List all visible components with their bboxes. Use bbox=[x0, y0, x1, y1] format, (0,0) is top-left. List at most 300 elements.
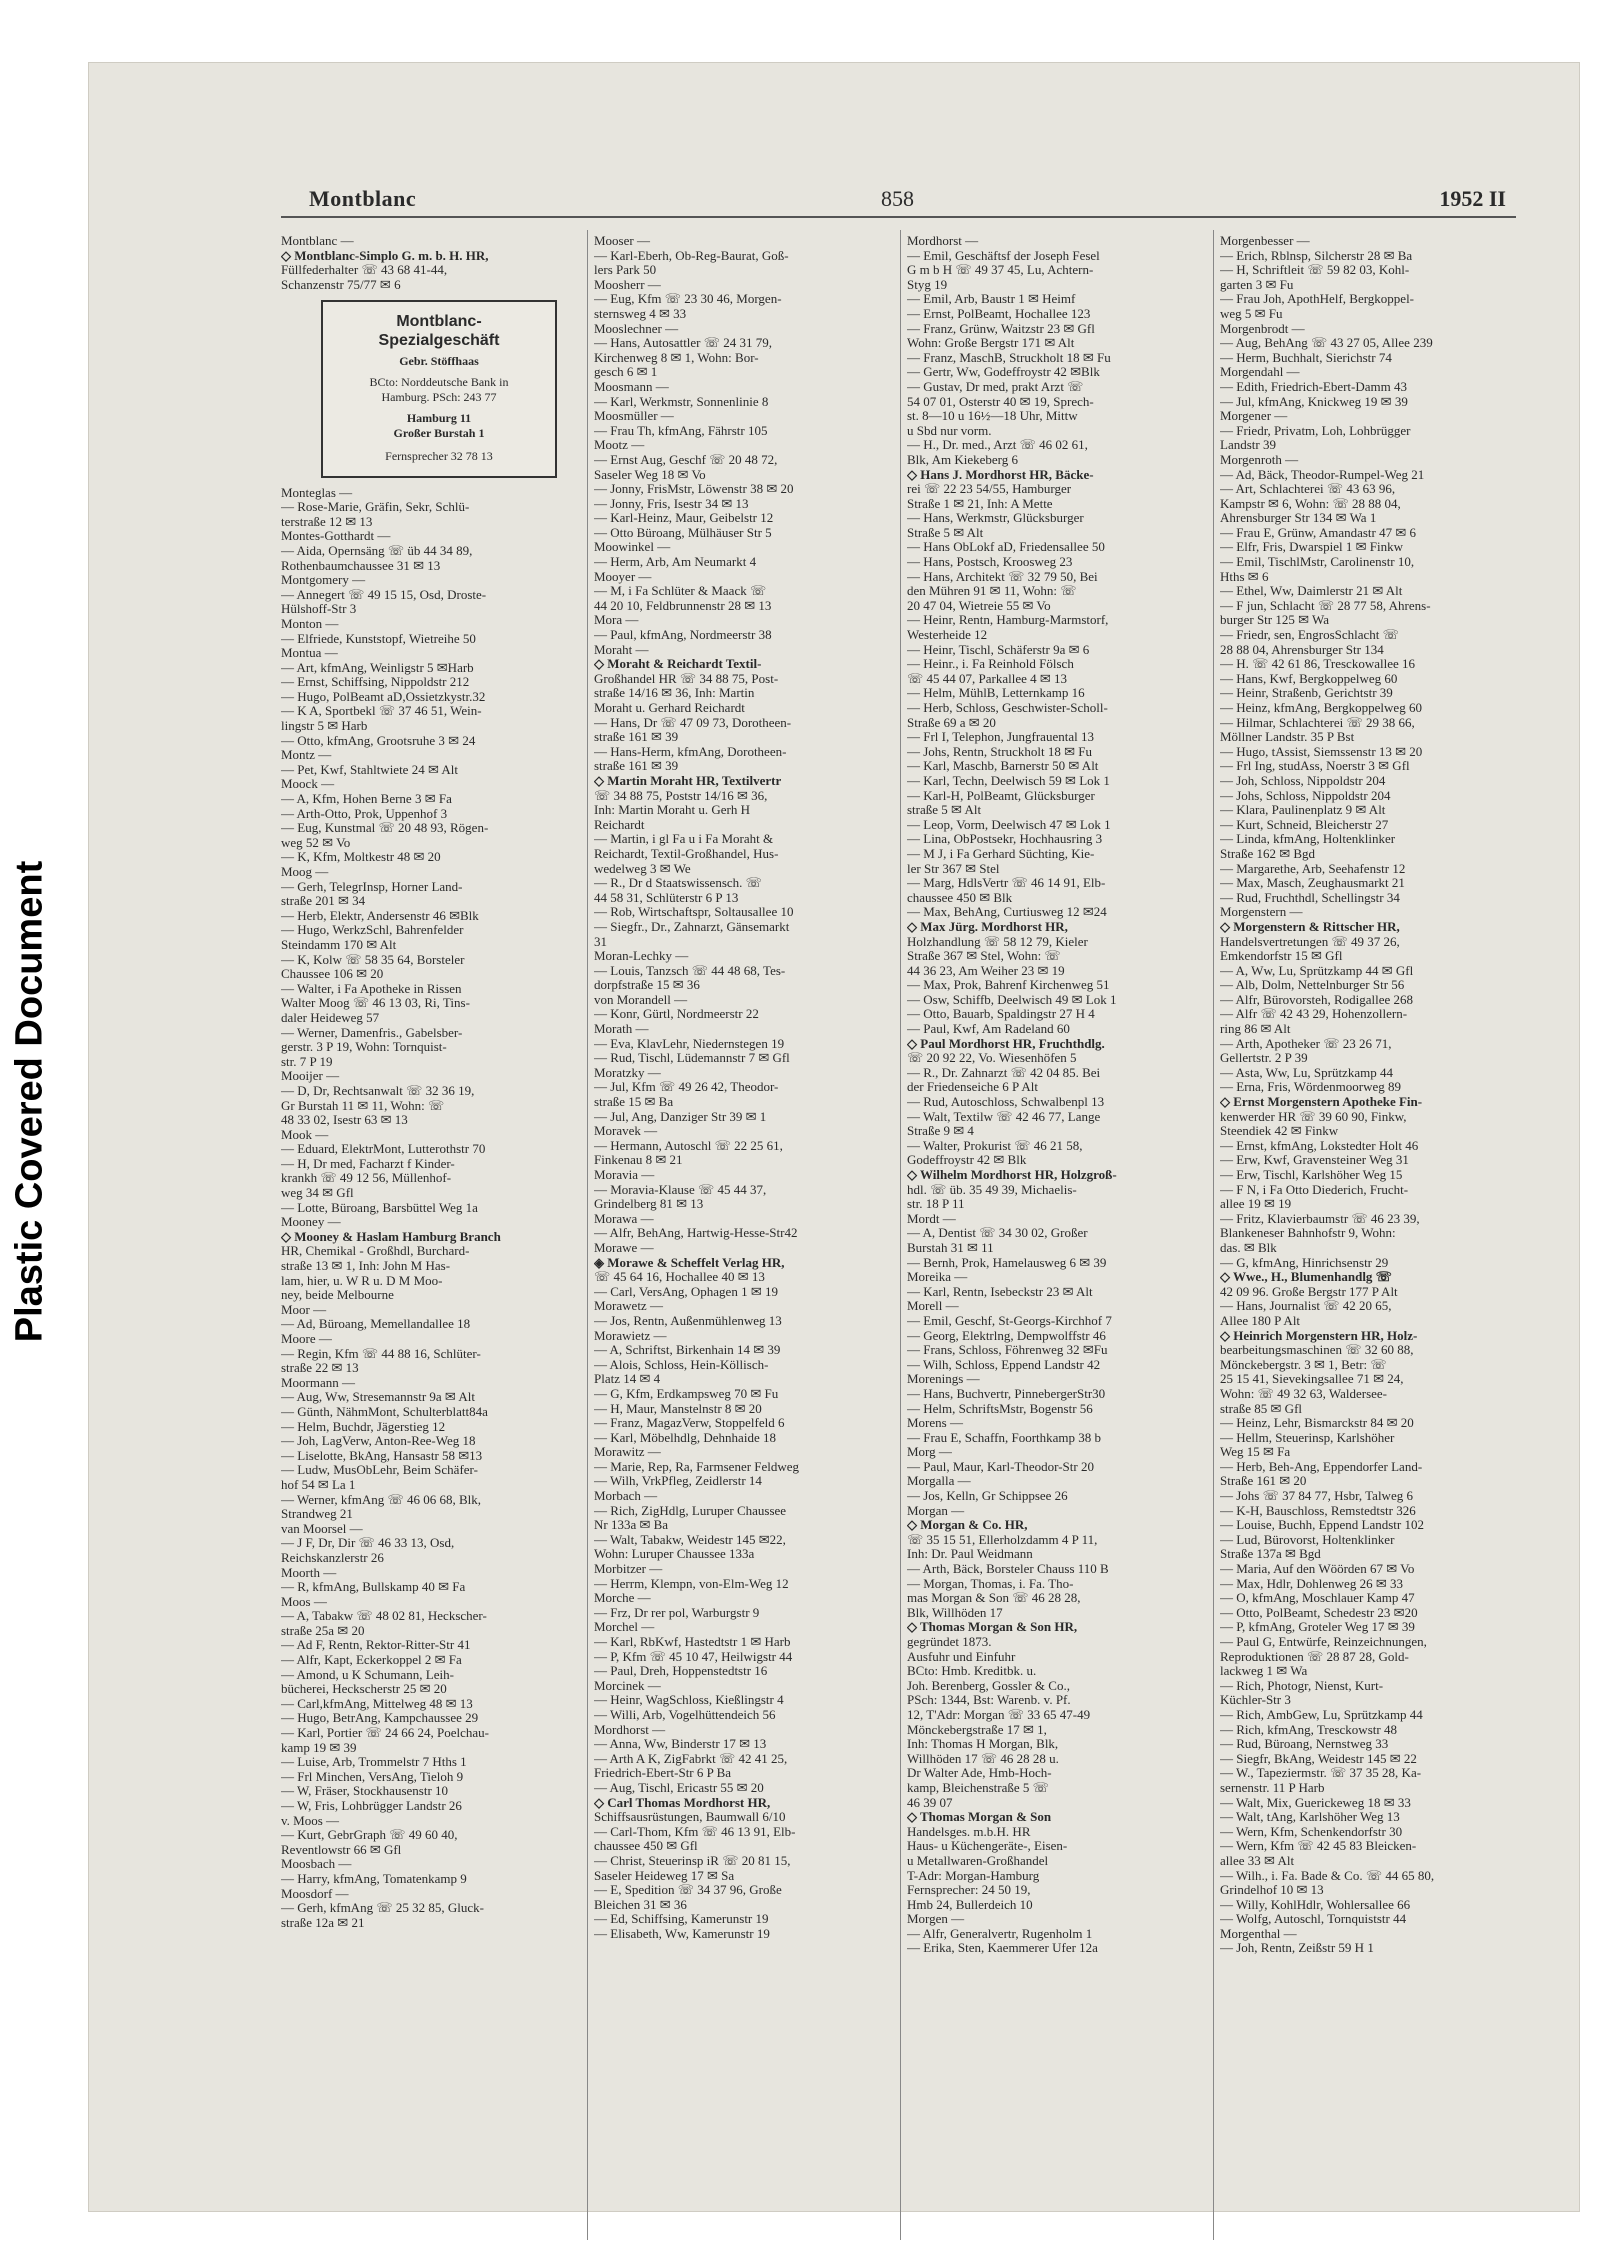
directory-entry-line: Blk, Am Kiekeberg 6 bbox=[907, 452, 1018, 467]
directory-entry-line: Morgenbesser — bbox=[1220, 234, 1310, 248]
directory-entry-line: 31 bbox=[594, 934, 607, 949]
directory-entry-line: — Herm, Arb, Am Neumarkt 4 bbox=[594, 555, 757, 570]
directory-entry-line: — Marie, Rep, Ra, Farmsener Feldweg bbox=[594, 1459, 800, 1474]
directory-entry-line: Morawe — bbox=[594, 1240, 654, 1255]
directory-entry-line: 25 15 41, Sievekingsallee 71 ✉ 24, bbox=[1220, 1372, 1404, 1387]
directory-entry-line: — H, Schriftleit ☏ 59 82 03, Kohl- bbox=[1220, 263, 1410, 278]
directory-entry-line: — Frans, Schloss, Föhrenweg 32 ✉Fu bbox=[907, 1343, 1108, 1358]
directory-entry-line: Grindelhof 10 ✉ 13 bbox=[1220, 1883, 1324, 1898]
directory-entry-line: — Jul, kfmAng, Knickweg 19 ✉ 39 bbox=[1220, 394, 1408, 409]
page-number: 858 bbox=[881, 186, 914, 211]
directory-entry-line: — Carl,kfmAng, Mittelweg 48 ✉ 13 bbox=[281, 1696, 473, 1711]
directory-entry-line: — Wilh, Schloss, Eppend Landstr 42 bbox=[907, 1357, 1101, 1372]
ad-street: Großer Burstah 1 bbox=[393, 425, 485, 440]
directory-entry-line: 42 09 96. Große Bergstr 177 P Alt bbox=[1220, 1284, 1398, 1299]
directory-entry-line: — Karl-H, PolBeamt, Glücksburger bbox=[907, 788, 1095, 803]
directory-entry-line: — Emil, Geschf, St-Georgs-Kirchhof 7 bbox=[907, 1313, 1112, 1328]
directory-entry-line: gerstr. 3 P 19, Wohn: Tornquist- bbox=[281, 1040, 447, 1055]
directory-entry-line: Mooser — bbox=[594, 234, 650, 248]
directory-entry-line: — Frl I, Telephon, Jungfrauental 13 bbox=[907, 730, 1094, 745]
directory-entry-line: Möllner Landstr. 35 P Bst bbox=[1220, 730, 1355, 745]
directory-entry-line: — Carl, VersAng, Ophagen 1 ✉ 19 bbox=[594, 1284, 778, 1299]
directory-entry-line: straße 13 ✉ 1, Inh: John M Has- bbox=[281, 1259, 451, 1274]
directory-entry-line: — Eug, Kfm ☏ 23 30 46, Morgen- bbox=[594, 292, 782, 307]
directory-entry-line: — Christ, Steuerinsp iR ☏ 20 81 15, bbox=[594, 1853, 791, 1868]
directory-entry-line: — D, Dr, Rechtsanwalt ☏ 32 36 19, bbox=[281, 1083, 475, 1098]
directory-entry-line: — Frz, Dr rer pol, Warburgstr 9 bbox=[594, 1605, 760, 1620]
directory-entry-line: Schiffsausrüstungen, Baumwall 6/10 bbox=[594, 1810, 786, 1825]
directory-entry-line: — Pet, Kwf, Stahltwiete 24 ✉ Alt bbox=[281, 762, 458, 777]
directory-entry-line: Moraht u. Gerhard Reichardt bbox=[594, 701, 745, 715]
directory-entry-line: — Ad, Bäck, Theodor-Rumpel-Weg 21 bbox=[1220, 467, 1425, 482]
directory-entry-line: — Joh, Rentn, Zeißstr 59 H 1 bbox=[1220, 1941, 1374, 1956]
directory-entry-line: — Erich, Rblnsp, Silcherstr 28 ✉ Ba bbox=[1220, 248, 1413, 263]
directory-entry-line: — Rich, kfmAng, Tresckowstr 48 bbox=[1220, 1722, 1397, 1737]
directory-entry-line: Küchler-Str 3 bbox=[1220, 1693, 1291, 1708]
directory-entry-line: Friedrich-Ebert-Str 6 P Ba bbox=[594, 1766, 732, 1781]
directory-entry-line: ney, beide Melbourne bbox=[281, 1288, 394, 1303]
directory-entry-line: gegründet 1873. bbox=[907, 1635, 992, 1649]
directory-entry-line: ◈ Morawe & Scheffelt Verlag HR, bbox=[594, 1255, 785, 1270]
directory-entry-line: garten 3 ✉ Fu bbox=[1220, 277, 1294, 292]
directory-entry-line: — Kurt, Schneid, Bleicherstr 27 bbox=[1220, 817, 1389, 832]
directory-entry-line: van Moorsel — bbox=[281, 1521, 363, 1536]
directory-entry-line: Montes-Gotthardt — bbox=[281, 529, 391, 544]
directory-entry-line: Blankeneser Bahnhofstr 9, Wohn: bbox=[1220, 1226, 1396, 1241]
directory-entry-line: Moravia — bbox=[594, 1168, 655, 1182]
directory-entry-line: — Hugo, tAssist, Siemssenstr 13 ✉ 20 bbox=[1220, 744, 1423, 759]
column-divider bbox=[1213, 230, 1214, 2240]
directory-entry-line: Moormann — bbox=[281, 1375, 356, 1390]
directory-entry-line: — Linda, kfmAng, Holtenklinker bbox=[1220, 832, 1396, 847]
directory-entry-line: ☏ 35 15 51, Ellerholzdamm 4 P 11, bbox=[907, 1532, 1098, 1547]
directory-entry-line: Mooijer — bbox=[281, 1069, 340, 1084]
directory-entry-line: — Anna, Ww, Binderstr 17 ✉ 13 bbox=[594, 1737, 767, 1752]
directory-entry-line: Grindelberg 81 ✉ 13 bbox=[594, 1197, 704, 1212]
directory-entry-line: — Max, Masch, Zeughausmarkt 21 bbox=[1220, 876, 1405, 891]
directory-entry-line: ◇ Moraht & Reichardt Textil- bbox=[594, 657, 762, 672]
directory-entry-line: — Hans ObLokf aD, Friedensallee 50 bbox=[907, 540, 1105, 555]
directory-entry-line: ring 86 ✉ Alt bbox=[1220, 1022, 1291, 1037]
directory-entry-line: Montua — bbox=[281, 646, 338, 661]
directory-entry-line: — Lotte, Büroang, Barsbüttel Weg 1a bbox=[281, 1200, 478, 1215]
directory-entry-line: — Otto, PolBeamt, Schedestr 23 ✉20 bbox=[1220, 1605, 1418, 1620]
directory-entry-line: das. ✉ Blk bbox=[1220, 1240, 1277, 1255]
directory-entry-line: ◇ Carl Thomas Mordhorst HR, bbox=[594, 1795, 771, 1810]
directory-entry-line: straße 161 ✉ 39 bbox=[594, 730, 679, 745]
directory-entry-line: 20 47 04, Wietreie 55 ✉ Vo bbox=[907, 598, 1051, 613]
directory-entry-line: Nr 133a ✉ Ba bbox=[594, 1518, 669, 1533]
directory-entry-line: — K, Kfm, Moltkestr 48 ✉ 20 bbox=[281, 850, 441, 865]
directory-entry-line: — Elfr, Fris, Dwarspiel 1 ✉ Finkw bbox=[1220, 540, 1403, 555]
directory-entry-line: Rothenbaumchaussee 31 ✉ 13 bbox=[281, 558, 441, 573]
directory-entry-line: ◇ Thomas Morgan & Son HR, bbox=[907, 1620, 1078, 1635]
directory-entry-line: — Hans, Postsch, Kroosweg 23 bbox=[907, 555, 1073, 570]
directory-entry-line: — Art, Schlachterei ☏ 43 63 96, bbox=[1220, 482, 1396, 497]
ad-title: Montblanc- bbox=[396, 313, 482, 331]
directory-entry-line: Mordhorst — bbox=[594, 1722, 666, 1737]
directory-entry-line: — H, Dr med, Facharzt f Kinder- bbox=[281, 1156, 455, 1171]
directory-entry-line: — A, Tabakw ☏ 48 02 81, Heckscher- bbox=[281, 1609, 487, 1624]
directory-entry-line: Straße 9 ✉ 4 bbox=[907, 1124, 974, 1139]
directory-entry-line: — Hugo, PolBeamt aD,Ossietzkystr.32 bbox=[281, 689, 486, 704]
directory-entry-line: Wohn: ☏ 49 32 63, Waldersee- bbox=[1220, 1386, 1388, 1401]
directory-entry-line: Straße 161 ✉ 20 bbox=[1220, 1474, 1307, 1489]
directory-entry-line: ◇ Hans J. Mordhorst HR, Bäcke- bbox=[907, 467, 1094, 482]
directory-entry-line: Reichardt bbox=[594, 817, 645, 832]
directory-entry-line: Mora — bbox=[594, 613, 639, 628]
directory-entry-line: v. Moos — bbox=[281, 1813, 340, 1828]
directory-entry-line: Morath — bbox=[594, 1022, 649, 1037]
directory-entry-line: sternsweg 4 ✉ 33 bbox=[594, 306, 687, 321]
directory-entry-line: — Ernst, kfmAng, Lokstedter Holt 46 bbox=[1220, 1138, 1419, 1153]
directory-entry-line: HR, Chemikal - Großhdl, Burchard- bbox=[281, 1244, 470, 1259]
directory-entry-line: Morgendahl — bbox=[1220, 365, 1300, 380]
directory-column-1 bbox=[281, 234, 579, 1930]
directory-entry-line: — Aug, BehAng ☏ 43 27 05, Allee 239 bbox=[1220, 336, 1433, 351]
directory-entry-line: straße 85 ✉ Gfl bbox=[1220, 1401, 1303, 1416]
directory-entry-line: Morgan — bbox=[907, 1503, 965, 1518]
directory-entry-line: — Ed, Schiffsing, Kamerunstr 19 bbox=[594, 1912, 769, 1927]
directory-entry-line: Dr Walter Ade, Hmb-Hoch- bbox=[907, 1766, 1052, 1781]
directory-entry-line: Gellertstr. 2 P 39 bbox=[1220, 1051, 1308, 1066]
side-label bbox=[0, 0, 60, 2221]
directory-entry-line: — Walt, Tabakw, Weidestr 145 ✉22, bbox=[594, 1532, 786, 1547]
directory-entry-line: — Herm, Buchhalt, Sierichstr 74 bbox=[1220, 350, 1392, 365]
directory-entry-line: Strandweg 21 bbox=[281, 1507, 353, 1522]
directory-entry-line: Morawietz — bbox=[594, 1328, 667, 1343]
directory-entry-line: — Karl, RbKwf, Hastedtstr 1 ✉ Harb bbox=[594, 1635, 791, 1649]
directory-entry-line: str. 18 P 11 bbox=[907, 1197, 965, 1212]
directory-entry-line: — Wern, Kfm ☏ 42 45 83 Bleicken- bbox=[1220, 1839, 1417, 1854]
directory-entry-line: — Rud, Tischl, Lüdemannstr 7 ✉ Gfl bbox=[594, 1051, 790, 1066]
directory-entry-line: — Margarethe, Arb, Seehafenstr 12 bbox=[1220, 861, 1406, 876]
directory-entry-line: — E, Spedition ☏ 34 37 96, Große bbox=[594, 1883, 782, 1898]
directory-entry-line: — Eug, Kunstmal ☏ 20 48 93, Rögen- bbox=[281, 821, 489, 836]
directory-entry-line: — Wolfg, Autoschl, Tornquiststr 44 bbox=[1220, 1912, 1407, 1927]
directory-entry-line: — Martin, i gl Fa u i Fa Moraht & bbox=[594, 832, 774, 847]
directory-entry-line: — Hellm, Steuerinsp, Karlshöher bbox=[1220, 1430, 1395, 1445]
directory-entry-line: Willhöden 17 ☏ 46 28 28 u. bbox=[907, 1751, 1059, 1766]
directory-entry-line: ◇ Wwe., H., Blumenhandlg ☏ bbox=[1220, 1270, 1392, 1285]
directory-entry-line: — W, Fris, Lohbrügger Landstr 26 bbox=[281, 1799, 462, 1813]
directory-entry-line: — Walter, Prokurist ☏ 46 21 58, bbox=[907, 1138, 1083, 1153]
directory-entry-line: Straße 5 ✉ Alt bbox=[907, 525, 984, 540]
directory-entry-line: — Hans, Werkmstr, Glücksburger bbox=[907, 511, 1084, 526]
directory-entry-line: — G, kfmAng, Hinrichsenstr 29 bbox=[1220, 1255, 1389, 1270]
directory-entry-line: — Willy, KohlHdlr, Wohlersallee 66 bbox=[1220, 1897, 1411, 1912]
side-label-text: Plastic Covered Document bbox=[8, 860, 51, 1343]
directory-entry-line: Landstr 39 bbox=[1220, 438, 1276, 453]
directory-entry-line: T-Adr: Morgan-Hamburg bbox=[907, 1868, 1040, 1883]
directory-entry-line: weg 5 ✉ Fu bbox=[1220, 306, 1283, 321]
directory-entry-line: 54 07 01, Osterstr 40 ✉ 19, Sprech- bbox=[907, 394, 1094, 409]
directory-entry-line: Morbach — bbox=[594, 1489, 658, 1504]
directory-entry-line: allee 19 ✉ 19 bbox=[1220, 1197, 1292, 1212]
directory-entry-line: Blk, Willhöden 17 bbox=[907, 1605, 1003, 1620]
directory-entry-line: — Alfr, Kapt, Eckerkoppel 2 ✉ Fa bbox=[281, 1653, 462, 1668]
directory-entry-line: — Frl Ing, studAss, Noerstr 3 ✉ Gfl bbox=[1220, 759, 1410, 774]
directory-entry-line: — Emil, Arb, Baustr 1 ✉ Heimf bbox=[907, 292, 1076, 307]
directory-entry-line: — Herb, Beh-Ang, Eppendorfer Land- bbox=[1220, 1459, 1423, 1474]
directory-entry-line: — Otto, kfmAng, Grootsruhe 3 ✉ 24 bbox=[281, 733, 476, 748]
directory-entry-line: — Ernst, Schiffsing, Nippoldstr 212 bbox=[281, 675, 470, 690]
directory-entry-line: Inh: Dr. Paul Weidmann bbox=[907, 1547, 1033, 1562]
directory-entry-line: — Leop, Vorm, Deelwisch 47 ✉ Lok 1 bbox=[907, 817, 1111, 832]
directory-entry-line: u Metallwaren-Großhandel bbox=[907, 1853, 1049, 1868]
directory-entry-line: — M, i Fa Schlüter & Maack ☏ bbox=[594, 584, 767, 599]
directory-entry-line: — Max, BehAng, Curtiusweg 12 ✉24 bbox=[907, 905, 1107, 920]
directory-entry-line: — Karl, Rentn, Isebeckstr 23 ✉ Alt bbox=[907, 1284, 1093, 1299]
directory-entry-line: — W., Tapeziermstr. ☏ 37 35 28, Ka- bbox=[1220, 1766, 1422, 1781]
directory-entry-line: bearbeitungsmaschinen ☏ 32 60 88, bbox=[1220, 1343, 1414, 1358]
directory-entry-line: Mordhorst — bbox=[907, 234, 979, 248]
directory-entry-line: Reichskanzlerstr 26 bbox=[281, 1550, 384, 1565]
directory-entry-line: Haus- u Küchengeräte-, Eisen- bbox=[907, 1839, 1068, 1854]
column-divider bbox=[587, 230, 588, 2240]
directory-entry-line: Hülshoff-Str 3 bbox=[281, 602, 357, 617]
directory-entry-line: — Alois, Schloss, Hein-Köllisch- bbox=[594, 1357, 769, 1372]
directory-entry-line: straße 22 ✉ 13 bbox=[281, 1361, 359, 1376]
directory-entry-line: den Mühren 91 ✉ 11, Wohn: ☏ bbox=[907, 584, 1077, 599]
directory-entry-line: ◇ Martin Moraht HR, Textilvertr bbox=[594, 773, 782, 788]
directory-entry-line: — Alfr, Bürovorsteh, Rodigallee 268 bbox=[1220, 992, 1414, 1007]
directory-entry-line: — Eduard, ElektrMont, Lutterothstr 70 bbox=[281, 1142, 486, 1157]
directory-entry-line: — Otto, Bauarb, Spaldingstr 27 H 4 bbox=[907, 1007, 1095, 1022]
directory-entry-line: — K, Kolw ☏ 58 35 64, Borsteler bbox=[281, 952, 465, 967]
directory-entry-line: lam, hier, u. W R u. D M Moo- bbox=[281, 1273, 443, 1288]
directory-entry-line: 12, T'Adr: Morgan ☏ 33 65 47-49 bbox=[907, 1707, 1091, 1722]
directory-entry-line: Morawetz — bbox=[594, 1299, 663, 1314]
directory-entry-line: — Ernst Aug, Geschf ☏ 20 48 72, bbox=[594, 452, 778, 467]
directory-entry-line: weg 52 ✉ Vo bbox=[281, 835, 351, 850]
directory-entry-line: straße 161 ✉ 39 bbox=[594, 759, 679, 774]
directory-entry-line: 46 39 07 bbox=[907, 1795, 953, 1810]
directory-entry-line: — Hermann, Autoschl ☏ 22 25 61, bbox=[594, 1138, 783, 1153]
directory-entry-line: straße 5 ✉ Alt bbox=[907, 803, 982, 818]
directory-entry-line: Mordt — bbox=[907, 1211, 956, 1226]
directory-entry-line: — Heinr., i. Fa Reinhold Fölsch bbox=[907, 657, 1074, 672]
directory-entry-line: — Hugo, BetrAng, Kampchaussee 29 bbox=[281, 1711, 479, 1726]
directory-entry-line: — Günth, NähmMont, Schulterblatt84a bbox=[281, 1404, 488, 1419]
directory-entry-line: Styg 19 bbox=[907, 277, 948, 292]
directory-entry-line: — Frau Th, kfmAng, Fährstr 105 bbox=[594, 423, 768, 438]
directory-entry-line: ◇ Max Jürg. Mordhorst HR, bbox=[907, 919, 1068, 934]
ad-bank: BCto: Norddeutsche Bank in bbox=[369, 374, 509, 389]
directory-entry-line: ◇ Morgan & Co. HR, bbox=[907, 1518, 1028, 1533]
directory-entry-line: — Rud, Fruchthdl, Schellingstr 34 bbox=[1220, 890, 1400, 905]
directory-entry-line: 44 20 10, Feldbrunnenstr 28 ✉ 13 bbox=[594, 598, 772, 613]
directory-entry-line: — Annegert ☏ 49 15 15, Osd, Droste- bbox=[281, 587, 487, 602]
directory-entry-line: st. 8—10 u 16½—18 Uhr, Mittw bbox=[907, 409, 1078, 424]
directory-entry-line: krankh ☏ 49 12 56, Müllenhof- bbox=[281, 1171, 452, 1186]
directory-entry-line: Moreika — bbox=[907, 1270, 968, 1285]
directory-entry-line: Moraht — bbox=[594, 642, 649, 657]
directory-entry-line: — Otto Büroang, Mülhäuser Str 5 bbox=[594, 525, 772, 540]
directory-entry-line: — Walt, tAng, Karlshöher Weg 13 bbox=[1220, 1810, 1400, 1825]
directory-entry-line: ◇ Thomas Morgan & Son bbox=[907, 1810, 1052, 1825]
directory-entry-line: Morgenbrodt — bbox=[1220, 321, 1305, 336]
directory-entry-line: Steindamm 170 ✉ Alt bbox=[281, 937, 397, 952]
directory-entry-line: — Karl, Techn, Deelwisch 59 ✉ Lok 1 bbox=[907, 773, 1110, 788]
directory-entry-line: Mooslechner — bbox=[594, 321, 679, 336]
directory-entry-line: Reventlowstr 66 ✉ Gfl bbox=[281, 1842, 402, 1857]
directory-entry-line: — Luise, Arb, Trommelstr 7 Hths 1 bbox=[281, 1755, 467, 1770]
directory-entry-line: Godeffroystr 42 ✉ Blk bbox=[907, 1153, 1027, 1168]
directory-entry-line: Ausfuhr und Einfuhr bbox=[907, 1649, 1016, 1664]
directory-entry-line: lackweg 1 ✉ Wa bbox=[1220, 1664, 1308, 1679]
directory-entry-line: — K-H, Bauschloss, Remstedtstr 326 bbox=[1220, 1503, 1416, 1518]
directory-entry-line: — Walt, Mix, Guerickeweg 18 ✉ 33 bbox=[1220, 1795, 1411, 1810]
directory-entry-line: — Paul G, Entwürfe, Reinzeichnungen, bbox=[1220, 1635, 1427, 1649]
directory-entry-line: Moog — bbox=[281, 865, 329, 879]
directory-entry-line: — Max, Prok, Bahrenf Kirchenweg 51 bbox=[907, 978, 1110, 993]
directory-entry-line: Kampstr ✉ 6, Wohn: ☏ 28 88 04, bbox=[1220, 496, 1401, 511]
directory-entry-line: — Arth A K, ZigFabrkt ☏ 42 41 25, bbox=[594, 1751, 788, 1766]
directory-entry-line: — Alb, Dolm, Nettelnburger Str 56 bbox=[1220, 978, 1405, 993]
directory-entry-line: Morgenthal — bbox=[1220, 1926, 1297, 1941]
directory-entry-line: — Wern, Kfm, Schenkendorfstr 30 bbox=[1220, 1824, 1403, 1839]
directory-entry-line: — Jul, Kfm ☏ 49 26 42, Theodor- bbox=[594, 1080, 779, 1095]
directory-entry-line: — Wilh, VrkPfleg, Zeidlerstr 14 bbox=[594, 1474, 762, 1489]
directory-entry-line: Morchel — bbox=[594, 1620, 655, 1635]
directory-entry-line: — Lud, Bürovorst, Holtenklinker bbox=[1220, 1532, 1395, 1547]
directory-entry-line: straße 14/16 ✉ 36, Inh: Martin bbox=[594, 686, 755, 701]
directory-entry-line: — Rob, Wirtschaftspr, Soltausallee 10 bbox=[594, 905, 794, 920]
directory-entry-line: — Paul, kfmAng, Nordmeerstr 38 bbox=[594, 628, 772, 643]
directory-entry-line: 44 36 23, Am Weiher 23 ✉ 19 bbox=[907, 963, 1065, 978]
directory-entry-line: — Arth, Bäck, Borsteler Chauss 110 B bbox=[907, 1562, 1109, 1577]
directory-entry-line: — Siegfr., Dr., Zahnarzt, Gänsemarkt bbox=[594, 919, 790, 934]
directory-entry-line: wedelweg 3 ✉ We bbox=[594, 861, 691, 876]
directory-entry-line: Gr Burstah 11 ✉ 11, Wohn: ☏ bbox=[281, 1098, 445, 1113]
directory-entry-line: Straße 137a ✉ Bgd bbox=[1220, 1547, 1321, 1562]
directory-entry-line: sernenstr. 11 P Harb bbox=[1220, 1780, 1325, 1795]
directory-entry-line: Mook — bbox=[281, 1127, 329, 1142]
directory-entry-line: Morell — bbox=[907, 1299, 959, 1314]
directory-entry-line: — P, kfmAng, Groteler Weg 17 ✉ 39 bbox=[1220, 1620, 1415, 1635]
directory-entry-line: — H, Maur, Manstelnstr 8 ✉ 20 bbox=[594, 1401, 762, 1416]
directory-entry-line: ◇ Ernst Morgenstern Apotheke Fin- bbox=[1220, 1095, 1423, 1110]
directory-entry-line: allee 33 ✉ Alt bbox=[1220, 1853, 1295, 1868]
directory-entry-line: — Hilmar, Schlachterei ☏ 29 38 66, bbox=[1220, 715, 1415, 730]
directory-entry-line: gesch 6 ✉ 1 bbox=[594, 365, 658, 380]
directory-entry-line: Moosbach — bbox=[281, 1857, 352, 1872]
directory-entry-line: daler Heideweg 57 bbox=[281, 1010, 380, 1025]
directory-entry-line: — Edith, Friedrich-Ebert-Damm 43 bbox=[1220, 379, 1408, 394]
directory-entry-line: — Emil, Geschäftsf der Joseph Fesel bbox=[907, 248, 1100, 263]
directory-entry-line: Morens — bbox=[907, 1416, 963, 1431]
directory-entry-line: — Arth, Apotheker ☏ 23 26 71, bbox=[1220, 1036, 1392, 1051]
directory-entry-line: Schanzenstr 75/77 ✉ 6 bbox=[281, 277, 401, 292]
directory-entry-line: — Karl-Heinz, Maur, Geibelstr 12 bbox=[594, 511, 774, 526]
directory-entry-line: — Heinr, WagSchloss, Kießlingstr 4 bbox=[594, 1693, 784, 1708]
directory-entry-line: der Friedenseiche 6 P Alt bbox=[907, 1080, 1038, 1095]
directory-entry-line: — Elisabeth, Ww, Kamerunstr 19 bbox=[594, 1926, 770, 1941]
directory-entry-line: burger Str 125 ✉ Wa bbox=[1220, 613, 1330, 628]
directory-entry-line: chaussee 450 ✉ Blk bbox=[907, 890, 1013, 905]
directory-entry-line: Montgomery — bbox=[281, 573, 366, 588]
directory-entry-line: ler Str 367 ✉ Stel bbox=[907, 861, 1000, 876]
directory-entry-line: — Klara, Paulinenplatz 9 ✉ Alt bbox=[1220, 803, 1386, 818]
directory-entry-line: — Alfr, Generalvertr, Rugenholm 1 bbox=[907, 1926, 1093, 1941]
directory-entry-line: Hths ✉ 6 bbox=[1220, 569, 1269, 584]
directory-entry-line: — Morgan, Thomas, i. Fa. Tho- bbox=[907, 1576, 1074, 1591]
directory-entry-line: — Kurt, GebrGraph ☏ 49 60 40, bbox=[281, 1828, 458, 1843]
directory-entry-line: — Erw, Tischl, Karlshöher Weg 15 bbox=[1220, 1168, 1403, 1182]
directory-entry-line: — Franz, MagazVerw, Stoppelfeld 6 bbox=[594, 1416, 785, 1431]
directory-entry-line: Moorth — bbox=[281, 1565, 337, 1580]
directory-column-4 bbox=[1220, 234, 1518, 1956]
directory-entry-line: — Heinr, Straßenb, Gerichtstr 39 bbox=[1220, 686, 1393, 701]
directory-entry-line: — Gerh, TelegrInsp, Horner Land- bbox=[281, 879, 463, 894]
directory-entry-line: bücherei, Heckscherstr 25 ✉ 20 bbox=[281, 1682, 447, 1697]
directory-entry-line: Moor — bbox=[281, 1302, 327, 1317]
directory-entry-line: Straße 162 ✉ Bgd bbox=[1220, 846, 1316, 861]
directory-entry-line: — Walt, Textilw ☏ 42 46 77, Lange bbox=[907, 1109, 1101, 1124]
directory-entry-line: — Liselotte, BkAng, Hansastr 58 ✉13 bbox=[281, 1448, 483, 1463]
directory-entry-line: — Fritz, Klavierbaumstr ☏ 46 23 39, bbox=[1220, 1211, 1420, 1226]
directory-column-2 bbox=[594, 234, 892, 1941]
directory-entry-line: — Hugo, WerkzSchl, Bahrenfelder bbox=[281, 923, 464, 938]
directory-entry-line: — R, kfmAng, Bullskamp 40 ✉ Fa bbox=[281, 1580, 466, 1595]
directory-entry-line: Walter Moog ☏ 46 13 03, Ri, Tins- bbox=[281, 996, 470, 1011]
directory-entry-line: ◇ Morgenstern & Rittscher HR, bbox=[1220, 919, 1400, 934]
directory-entry-line: Morawa — bbox=[594, 1211, 654, 1226]
directory-entry-line: — Karl, Portier ☏ 24 66 24, Poelchau- bbox=[281, 1726, 489, 1741]
header-keyword: Montblanc bbox=[309, 186, 417, 211]
directory-entry-line: Moock — bbox=[281, 777, 335, 792]
directory-entry-line: lers Park 50 bbox=[594, 263, 657, 278]
directory-entry-line: — A, Ww, Lu, Sprützkamp 44 ✉ Gfl bbox=[1220, 963, 1414, 978]
directory-entry-line: — K A, Sportbekl ☏ 37 46 51, Wein- bbox=[281, 704, 482, 719]
directory-entry-line: Reichardt, Textil-Großhandel, Hus- bbox=[594, 846, 779, 861]
directory-entry-line: Mooyer — bbox=[594, 569, 652, 584]
directory-entry-line: ☏ 45 44 07, Parkallee 4 ✉ 13 bbox=[907, 671, 1068, 686]
directory-entry-line: Morgenstern — bbox=[1220, 905, 1303, 920]
directory-entry-line: — Jul, Ang, Danziger Str 39 ✉ 1 bbox=[594, 1109, 767, 1124]
directory-entry-line: straße 25a ✉ 20 bbox=[281, 1623, 365, 1638]
directory-entry-line: Moran-Lechky — bbox=[594, 949, 689, 964]
directory-page bbox=[281, 174, 1516, 2254]
directory-entry-line: Moosherr — bbox=[594, 277, 661, 292]
directory-entry-line: straße 15 ✉ Ba bbox=[594, 1095, 674, 1110]
directory-entry-line: — Ethel, Ww, Daimlerstr 21 ✉ Alt bbox=[1220, 584, 1403, 599]
directory-entry-line: Morgener — bbox=[1220, 409, 1288, 424]
directory-entry-line: u Sbd nur vorm. bbox=[907, 423, 992, 438]
directory-entry-line: straße 201 ✉ 34 bbox=[281, 894, 366, 909]
directory-entry-line: Mönckebergstr. 3 ✉ 1, Betr: ☏ bbox=[1220, 1357, 1387, 1372]
directory-entry-line: — Paul, Maur, Karl-Theodor-Str 20 bbox=[907, 1459, 1094, 1474]
directory-entry-line: — Franz, Grünw, Waitzstr 23 ✉ Gfl bbox=[907, 321, 1095, 336]
directory-entry-line: ◇ Montblanc-Simplo G. m. b. H. HR, bbox=[281, 248, 489, 263]
directory-entry-line: — Emil, TischlMstr, Carolinenstr 10, bbox=[1220, 555, 1415, 570]
directory-entry-line: Inh: Thomas H Morgan, Blk, bbox=[907, 1737, 1059, 1752]
directory-entry-line: Joh. Berenberg, Gossler & Co., bbox=[907, 1678, 1070, 1693]
directory-entry-line: — Rud, Büroang, Nernstweg 33 bbox=[1220, 1737, 1389, 1752]
ad-bank: Hamburg. PSch: 243 77 bbox=[381, 389, 497, 404]
directory-entry-line: — Heinz, Lehr, Bismarckstr 84 ✉ 20 bbox=[1220, 1416, 1414, 1431]
directory-entry-line: — Rose-Marie, Gräfin, Sekr, Schlü- bbox=[281, 500, 470, 515]
directory-entry-line: — O, kfmAng, Moschlauer Kamp 47 bbox=[1220, 1591, 1415, 1606]
directory-entry-line: — Joh, Schloss, Nippoldstr 204 bbox=[1220, 773, 1386, 788]
directory-entry-line: — Johs, Rentn, Struckholt 18 ✉ Fu bbox=[907, 744, 1092, 759]
directory-entry-line: — Joh, LagVerw, Anton-Ree-Weg 18 bbox=[281, 1434, 476, 1449]
directory-entry-line: Moosdorf — bbox=[281, 1886, 349, 1901]
directory-entry-line: — Arth-Otto, Prok, Uppenhof 3 bbox=[281, 806, 448, 821]
directory-entry-line: — Rud, Autoschloss, Schwalbenpl 13 bbox=[907, 1095, 1105, 1110]
directory-entry-line: — Herb, Schloss, Geschwister-Scholl- bbox=[907, 701, 1108, 715]
